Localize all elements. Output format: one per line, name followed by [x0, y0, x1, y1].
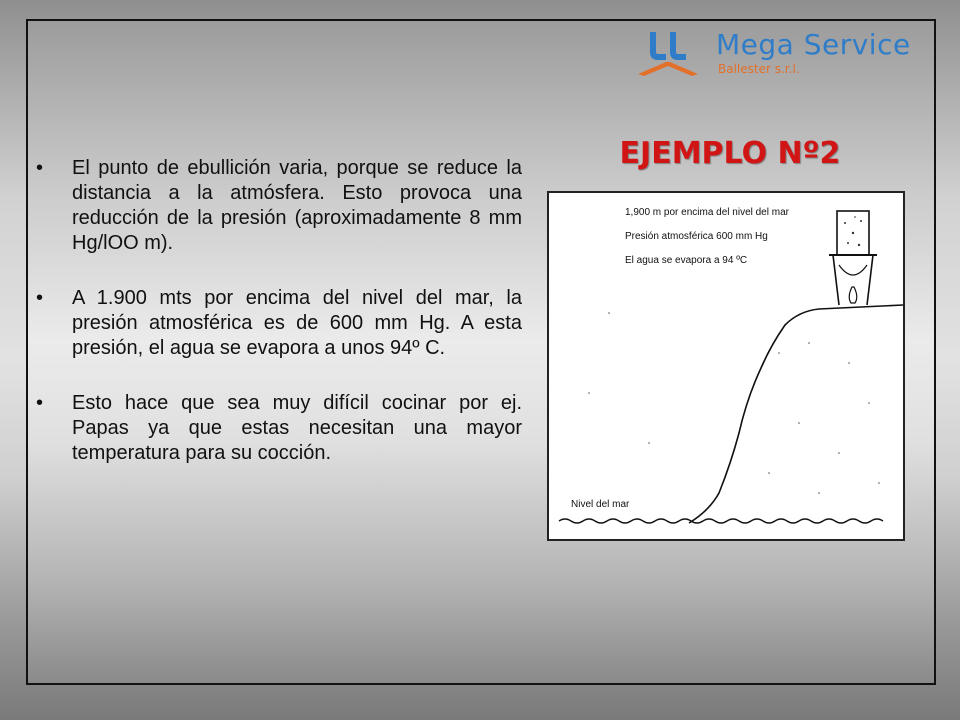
bullet-item	[30, 286, 522, 361]
sea-level-label: Nivel del mar	[571, 499, 630, 510]
mega-service-logo-icon	[636, 28, 700, 80]
company-logo	[636, 28, 926, 84]
bullet-text: El punto de ebullición varia, porque se reduce la distancia a la atmósfera. Esto provoca una reducción de la presión (aproximadamente 8 mm Hg/lOO m).	[72, 157, 522, 254]
bullet-dot-icon: •	[36, 392, 44, 414]
bullet-text: A 1.900 mts por encima del nivel del mar, la presión atmosférica es de 600 mm Hg. A esta presión, el agua se evapora a unos 94º C.	[72, 287, 522, 359]
figure-altitude-label: 1,900 m por encima del nivel del mar	[625, 207, 789, 218]
slide-heading: EJEMPLO Nº2	[619, 136, 841, 171]
bullet-item	[30, 391, 522, 466]
logo-subtitle: Ballester s.r.l.	[718, 62, 800, 76]
bullet-dot-icon: •	[36, 287, 44, 309]
bullet-text: Esto hace que sea muy difícil cocinar por ej. Papas ya que estas necesitan una mayor temperatura para su cocción.	[72, 392, 522, 464]
bullet-item	[30, 156, 522, 256]
altitude-illustration	[547, 191, 905, 541]
bullet-list	[30, 156, 522, 496]
figure-pressure-label: Presión atmosférica 600 mm Hg	[625, 231, 768, 242]
mountain-drawing	[549, 193, 903, 539]
logo-title: Mega Service	[716, 28, 911, 61]
bullet-dot-icon: •	[36, 157, 44, 179]
figure-boiling-label: El agua se evapora a 94 ºC	[625, 255, 748, 266]
